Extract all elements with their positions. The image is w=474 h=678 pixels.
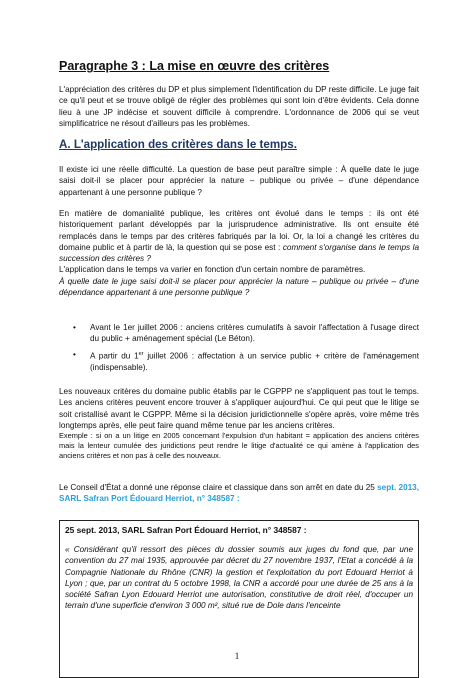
paragraph-conseil-etat — [59, 482, 419, 505]
section-a-title: A. L'application des critères dans le temps. — [59, 138, 297, 151]
paragraph-domanialite — [59, 208, 419, 298]
bullet-item-after-2006 — [59, 349, 419, 373]
bullet-text: A partir du 1er juillet 2006 : affectation à un service public + critère de l'aménagement (indispensable). — [90, 350, 419, 372]
example-text: Exemple : si on a un litige en 2005 concernant l'expulsion d'un habitant = application des anciens critères mais la lenteur cumulée des juridictions peut rendre le litige d'actualité ce qui amène à l'application des anciens critères et non pas à celle des nouveaux. — [59, 431, 419, 461]
paragraph-conseil-etat-text: Le Conseil d'État a donné une réponse claire et classique dans son arrêt en date du 25 sept. 2013, SARL Safran Port Édouard Herriot, n° 348587 : — [59, 483, 420, 504]
paragraph-domanialite-question: comment s'organise dans le temps la succession des critères ? — [59, 242, 419, 264]
case-quote-text: « Considérant qu'il ressort des pièces du dossier soumis aux juges du fond que, par une convention du 27 mai 1935, approuvée par décret du 27 novembre 1937, l'Etat a concédé à la Compagnie Nationale du Rhône (CNR) la gestion et l'exploitation du port Edouard Herriot à Lyon ; que, par un contrat du 5 octobre 1998, la CNR a accordé pour une durée de 25 ans à la société Safran Lyon Edouard Herriot une autorisation, constitutive de droit réel, d'occuper un terrain d'une superficie d'environ 3 000 m², situé rue de Dole dans l'enceinte — [65, 545, 413, 611]
case-quote-title: 25 sept. 2013, SARL Safran Port Édouard Herriot, n° 348587 : — [65, 525, 307, 535]
paragraph-new-criteria — [59, 386, 419, 461]
paragraph-difficulty — [59, 164, 419, 198]
bullet-icon: • — [73, 323, 76, 332]
case-reference-link[interactable]: sept. 2013, SARL Safran Port Édouard Herriot, n° 348587 : — [59, 483, 420, 504]
page-number: 1 — [234, 651, 240, 661]
paragraph-new-criteria-text: Les nouveaux critères du domaine public établis par le CGPPP ne s'appliquent pas tout le temps. Les anciens critères peuvent encore trouver à s'appliquer aujourd'hui. Ce qui peut que le litige se soit cristallisé avant le CGPPP. Même si la décision juridictionnelle s'opère après, voire même très longtemps après, elle peut faire quand même tenue par les anciens critères. — [59, 387, 419, 430]
criteria-bullet-list — [59, 322, 419, 373]
bullet-text: Avant le 1er juillet 2006 : anciens critères cumulatifs à savoir l'affectation à l'usage direct du public + aménagement spécial (Le Béton). — [90, 323, 419, 344]
paragraph-domanialite-text — [59, 208, 419, 264]
bullet-icon: • — [73, 349, 76, 359]
bullet-item-before-2006 — [59, 322, 419, 345]
paragraph-application: L'application dans le temps va varier en fonction d'un certain nombre de paramètres. — [59, 265, 366, 275]
page-heading: Paragraphe 3 : La mise en œuvre des critères — [59, 59, 330, 73]
paragraph-difficulty-text: Il existe ici une réelle difficulté. La question de base peut paraître simple : À quelle date le juge saisi doit-il se placer pour apprécier la nature – publique ou privée – d'une dépendance appartenant à une personne publique ? — [59, 165, 419, 197]
paragraph-question: À quelle date le juge saisi doit-il se placer pour apprécier la nature – publique ou privée – d'une dépendance appartenant à une personne publique ? — [59, 276, 419, 298]
intro-paragraph — [59, 84, 419, 129]
intro-text: L'appréciation des critères du DP et plus simplement l'identification du DP reste difficile. Le juge fait ce qu'il peut et se trouve obligé de régler des problèmes qui sont loin d'être évidents. Cela donne lieu à une JP indécise et souvent difficile à comprendre. L'ordonnance de 2006 qui se veut simplificatrice ne résout d'ailleurs pas les problèmes. — [59, 85, 419, 128]
paragraph-domanialite-normal: En matière de domanialité publique, les critères ont évolué dans le temps : ils ont été historiquement parlant développés par la jurisprudence administrative. Ils ont ensuite été remplacés dans le temps par des critères fabriqués par la loi. Or, la loi a changé les critères du domaine public et à partir de là, la question qui se pose est : — [59, 209, 419, 252]
